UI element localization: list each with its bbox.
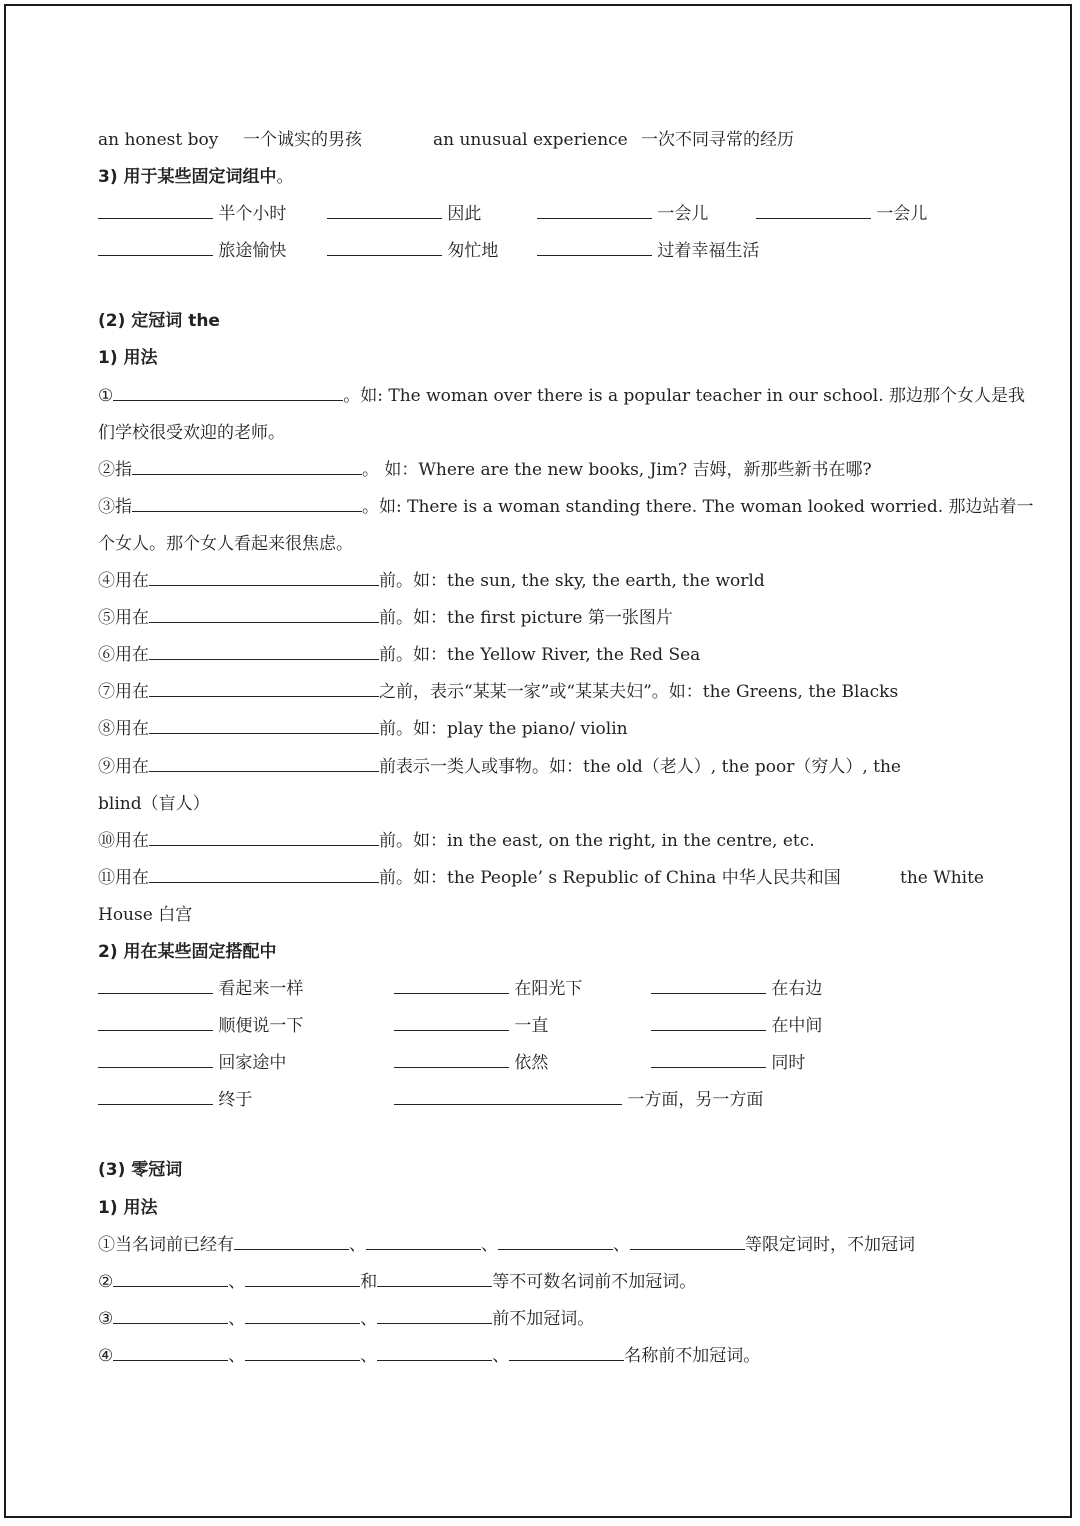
zero-usage-4: ④ 、 、 、 名称前不加冠词。: [98, 1338, 988, 1375]
blank-input[interactable]: [132, 453, 362, 475]
blank-input[interactable]: [149, 861, 379, 883]
fixed-phrase-row-1: 半个小时 因此 一会儿 一会儿: [98, 196, 988, 233]
blank-input[interactable]: [98, 972, 213, 994]
blank-input[interactable]: [630, 1228, 745, 1250]
blank-input[interactable]: [149, 824, 379, 846]
example-row: [98, 122, 988, 159]
blank-input[interactable]: [394, 1009, 509, 1031]
usage-11-cont: House 白宫: [98, 904, 193, 925]
blank-input[interactable]: [149, 750, 379, 772]
blank-input[interactable]: [149, 564, 379, 586]
blank-input[interactable]: [98, 1083, 213, 1105]
usage-3-cont: 个女人。那个女人看起来很焦虑。: [98, 533, 353, 554]
blank-input[interactable]: [113, 1302, 228, 1324]
blank-input[interactable]: [149, 638, 379, 660]
blank-input[interactable]: [245, 1302, 360, 1324]
usage-9: ⑨用在 前表示一类人或事物。如：the old（老人）, the poor（穷人）, the: [98, 749, 988, 786]
collocation-row-1: 看起来一样 在阳光下 在右边: [98, 971, 988, 1008]
blank-input[interactable]: [394, 1046, 509, 1068]
blank-input[interactable]: [651, 1046, 766, 1068]
usage-1-cont: 们学校很受欢迎的老师。: [98, 422, 285, 443]
heading-usage: 1) 用法: [98, 348, 158, 369]
heading-zero-usage: 1) 用法: [98, 1197, 158, 1218]
usage-8: ⑧用在 前。如：play the piano/ violin: [98, 711, 988, 748]
collocation-row-4: 终于 一方面，另一方面: [98, 1082, 988, 1119]
blank-input[interactable]: [149, 712, 379, 734]
blank-input[interactable]: [756, 197, 871, 219]
blank-input[interactable]: [113, 1265, 228, 1287]
blank-input[interactable]: [98, 197, 213, 219]
example-1: an honest boy: [98, 130, 219, 150]
blank-input[interactable]: [327, 234, 442, 256]
blank-input[interactable]: [245, 1265, 360, 1287]
blank-input[interactable]: [651, 1009, 766, 1031]
blank-input[interactable]: [132, 490, 362, 512]
blank-input[interactable]: [366, 1228, 481, 1250]
usage-2: ②指 。 如：Where are the new books, Jim? 吉姆，新那些新书在哪?: [98, 452, 988, 489]
blank-input[interactable]: [498, 1228, 613, 1250]
blank-input[interactable]: [537, 234, 652, 256]
blank-input[interactable]: [245, 1339, 360, 1361]
usage-11: ⑪用在 前。如：the People’ s Republic of China 中华人民共和国 the White: [98, 860, 988, 897]
usage-6: ⑥用在 前。如：the Yellow River, the Red Sea: [98, 637, 988, 674]
usage-10: ⑩用在 前。如：in the east, on the right, in the centre, etc.: [98, 823, 988, 860]
blank-input[interactable]: [394, 972, 509, 994]
blank-input[interactable]: [394, 1083, 622, 1105]
usage-1: ① 。如: The woman over there is a popular teacher in our school. 那边那个女人是我: [98, 378, 988, 415]
blank-input[interactable]: [537, 197, 652, 219]
zero-usage-3: ③ 、 、 前不加冠词。: [98, 1301, 988, 1338]
example-2-cn: 一次不同寻常的经历: [641, 130, 794, 150]
blank-input[interactable]: [149, 601, 379, 623]
collocation-row-3: 回家途中 依然 同时: [98, 1045, 988, 1082]
usage-4: ④用在 前。如：the sun, the sky, the earth, the world: [98, 563, 988, 600]
heading-zero-article: (3) 零冠词: [98, 1160, 183, 1181]
blank-input[interactable]: [651, 972, 766, 994]
blank-input[interactable]: [327, 197, 442, 219]
usage-9-cont: blind（盲人）: [98, 793, 210, 814]
zero-usage-2: ② 、 和 等不可数名词前不加冠词。: [98, 1264, 988, 1301]
blank-input[interactable]: [98, 1046, 213, 1068]
blank-input[interactable]: [377, 1265, 492, 1287]
usage-5: ⑤用在 前。如：the first picture 第一张图片: [98, 600, 988, 637]
blank-input[interactable]: [509, 1339, 624, 1361]
blank-input[interactable]: [377, 1302, 492, 1324]
blank-input[interactable]: [113, 379, 343, 401]
fixed-phrase-row-2: 旅途愉快 匆忙地 过着幸福生活: [98, 233, 988, 270]
blank-input[interactable]: [149, 675, 379, 697]
collocation-row-2: 顺便说一下 一直 在中间: [98, 1008, 988, 1045]
zero-usage-1: ①当名词前已经有 、 、 、 等限定词时，不加冠词: [98, 1227, 988, 1264]
example-1-cn: 一个诚实的男孩: [243, 130, 362, 150]
blank-input[interactable]: [113, 1339, 228, 1361]
blank-input[interactable]: [234, 1228, 349, 1250]
worksheet: [98, 122, 1034, 1375]
usage-3: ③指 。如: There is a woman standing there. The woman looked worried. 那边站着一: [98, 489, 988, 526]
heading-definite-article: (2) 定冠词 the: [98, 311, 220, 332]
usage-7: ⑦用在 之前，表示“某某一家”或“某某夫妇”。如：the Greens, the Blacks: [98, 674, 988, 711]
blank-input[interactable]: [98, 234, 213, 256]
example-2: an unusual experience: [433, 130, 628, 150]
blank-input[interactable]: [98, 1009, 213, 1031]
blank-input[interactable]: [377, 1339, 492, 1361]
heading-fixed-phrases: 3) 用于某些固定词组中。: [98, 167, 294, 188]
heading-fixed-collocations: 2) 用在某些固定搭配中: [98, 941, 277, 962]
